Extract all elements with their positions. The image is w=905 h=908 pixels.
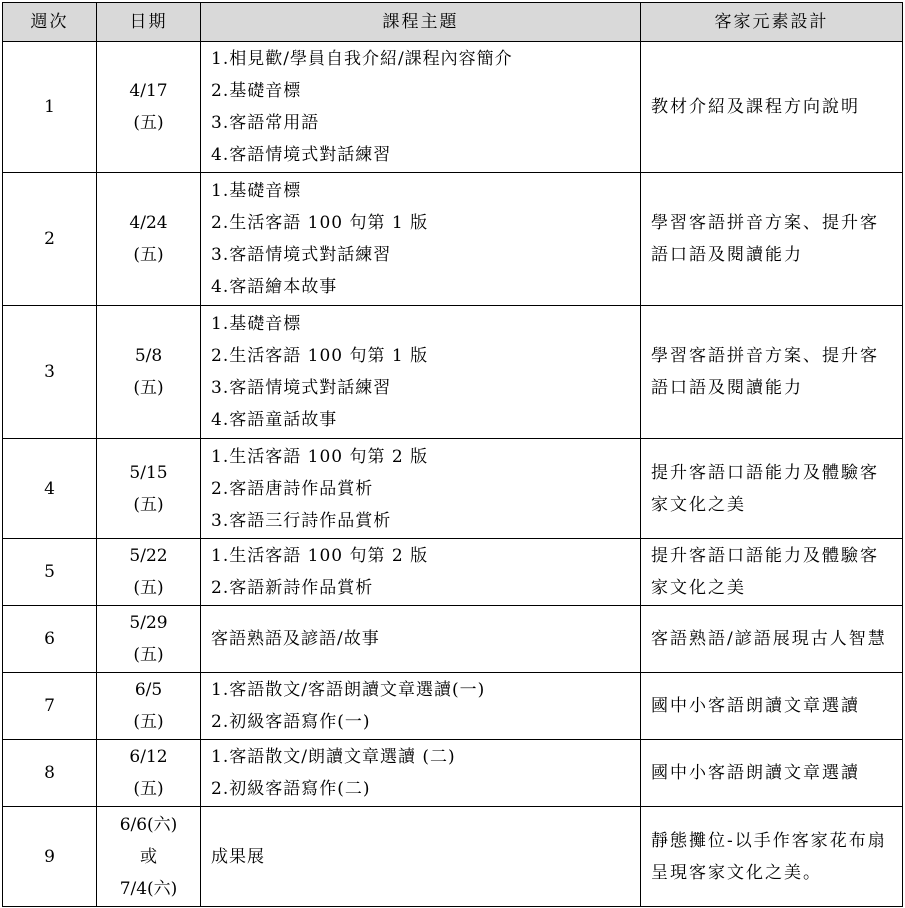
design-cell — [641, 673, 903, 740]
topic-line: 2.客語唐詩作品賞析 — [211, 478, 374, 499]
design-cell — [641, 306, 903, 439]
design-cell — [641, 807, 903, 907]
topic-cell — [201, 673, 641, 740]
date-line: 4/24 — [129, 213, 168, 233]
topic-line: 1.客語散文/客語朗讀文章選讀(一) — [211, 680, 486, 700]
week-cell: 9 — [3, 807, 97, 907]
topic-line: 3.客語常用語 — [211, 113, 320, 133]
date-line: (五) — [133, 645, 164, 665]
week-cell: 7 — [3, 673, 97, 740]
date-cell — [97, 673, 201, 740]
date-cell — [97, 606, 201, 673]
date-line: (五) — [133, 113, 164, 133]
table-row — [3, 539, 903, 606]
design-text: 提升客語口語能力及體驗客家文化之美 — [651, 546, 879, 598]
topic-cell — [201, 807, 641, 907]
date-cell — [97, 42, 201, 173]
date-line: (五) — [133, 779, 164, 799]
topic-line: 3.客語情境式對話練習 — [211, 245, 392, 265]
date-line: 5/29 — [129, 613, 168, 633]
topic-line: 2.客語新詩作品賞析 — [211, 578, 374, 598]
table-row — [3, 306, 903, 439]
topic-line: 1.客語散文/朗讀文章選讀 (二) — [211, 747, 456, 767]
week-cell: 5 — [3, 539, 97, 606]
topic-cell — [201, 539, 641, 606]
header-design: 客家元素設計 — [641, 3, 903, 42]
date-line: 6/5 — [134, 680, 163, 700]
topic-line: 客語熟語及諺語/故事 — [211, 629, 380, 649]
week-cell: 6 — [3, 606, 97, 673]
date-line: (五) — [133, 712, 164, 732]
topic-line: 4.客語童話故事 — [211, 410, 338, 430]
table-row — [3, 439, 903, 539]
topic-line: 4.客語繪本故事 — [211, 277, 338, 297]
topic-cell — [201, 306, 641, 439]
topic-line: 3.客語情境式對話練習 — [211, 378, 392, 398]
table-row — [3, 42, 903, 173]
topic-line: 1.基礎音標 — [211, 314, 302, 334]
design-cell — [641, 606, 903, 673]
topic-line: 1.相見歡/學員自我介紹/課程內容簡介 — [211, 49, 513, 69]
header-topic: 課程主題 — [201, 3, 641, 42]
topic-cell — [201, 173, 641, 306]
design-text: 靜態攤位-以手作客家花布扇呈現客家文化之美。 — [651, 830, 887, 883]
week-cell: 1 — [3, 42, 97, 173]
design-cell — [641, 173, 903, 306]
date-line: 6/6(六) — [119, 814, 178, 835]
date-cell — [97, 539, 201, 606]
topic-line: 2.初級客語寫作(一) — [211, 712, 371, 732]
week-cell: 4 — [3, 439, 97, 539]
design-cell — [641, 539, 903, 606]
date-line: 或 — [140, 846, 157, 867]
design-text: 國中小客語朗讀文章選讀 — [651, 763, 860, 783]
header-date: 日期 — [97, 3, 201, 42]
topic-line: 2.生活客語 100 句第 1 版 — [211, 346, 429, 366]
table-body — [3, 42, 903, 907]
topic-line: 1.生活客語 100 句第 2 版 — [211, 546, 429, 566]
design-text: 國中小客語朗讀文章選讀 — [651, 696, 860, 716]
topic-line: 3.客語三行詩作品賞析 — [211, 510, 392, 531]
topic-line: 2.生活客語 100 句第 1 版 — [211, 213, 429, 233]
topic-line: 2.基礎音標 — [211, 81, 302, 101]
week-cell: 3 — [3, 306, 97, 439]
date-line: 7/4(六) — [119, 878, 178, 899]
design-cell — [641, 439, 903, 539]
design-text: 客語熟語/諺語展現古人智慧 — [651, 629, 887, 649]
date-cell — [97, 740, 201, 807]
design-cell — [641, 740, 903, 807]
design-text: 學習客語拼音方案、提升客語口語及閱讀能力 — [651, 346, 879, 398]
topic-line: 2.初級客語寫作(二) — [211, 779, 371, 799]
date-line: 6/12 — [129, 747, 168, 767]
topic-line: 1.生活客語 100 句第 2 版 — [211, 446, 429, 467]
date-line: (五) — [133, 494, 164, 515]
date-cell — [97, 173, 201, 306]
topic-line: 4.客語情境式對話練習 — [211, 145, 392, 165]
table-row — [3, 740, 903, 807]
date-line: 5/8 — [134, 346, 163, 366]
design-text: 學習客語拼音方案、提升客語口語及閱讀能力 — [651, 213, 879, 265]
date-line: 5/22 — [129, 546, 168, 566]
topic-cell — [201, 606, 641, 673]
topic-cell — [201, 740, 641, 807]
table-row — [3, 606, 903, 673]
topic-line: 1.基礎音標 — [211, 181, 302, 201]
design-text: 提升客語口語能力及體驗客家文化之美 — [651, 462, 879, 515]
course-schedule-table — [2, 2, 903, 907]
topic-line: 成果展 — [211, 846, 265, 867]
date-line: (五) — [133, 378, 164, 398]
date-line: 4/17 — [129, 81, 168, 101]
topic-cell — [201, 42, 641, 173]
topic-cell — [201, 439, 641, 539]
header-week: 週次 — [3, 3, 97, 42]
table-row — [3, 673, 903, 740]
date-line: 5/15 — [129, 462, 168, 483]
week-cell: 8 — [3, 740, 97, 807]
date-line: (五) — [133, 245, 164, 265]
date-cell — [97, 439, 201, 539]
table-row — [3, 173, 903, 306]
design-cell — [641, 42, 903, 173]
date-cell — [97, 807, 201, 907]
date-cell — [97, 306, 201, 439]
design-text: 教材介紹及課程方向說明 — [651, 97, 860, 117]
date-line: (五) — [133, 578, 164, 598]
table-header-row — [3, 3, 903, 42]
week-cell: 2 — [3, 173, 97, 306]
table-row — [3, 807, 903, 907]
